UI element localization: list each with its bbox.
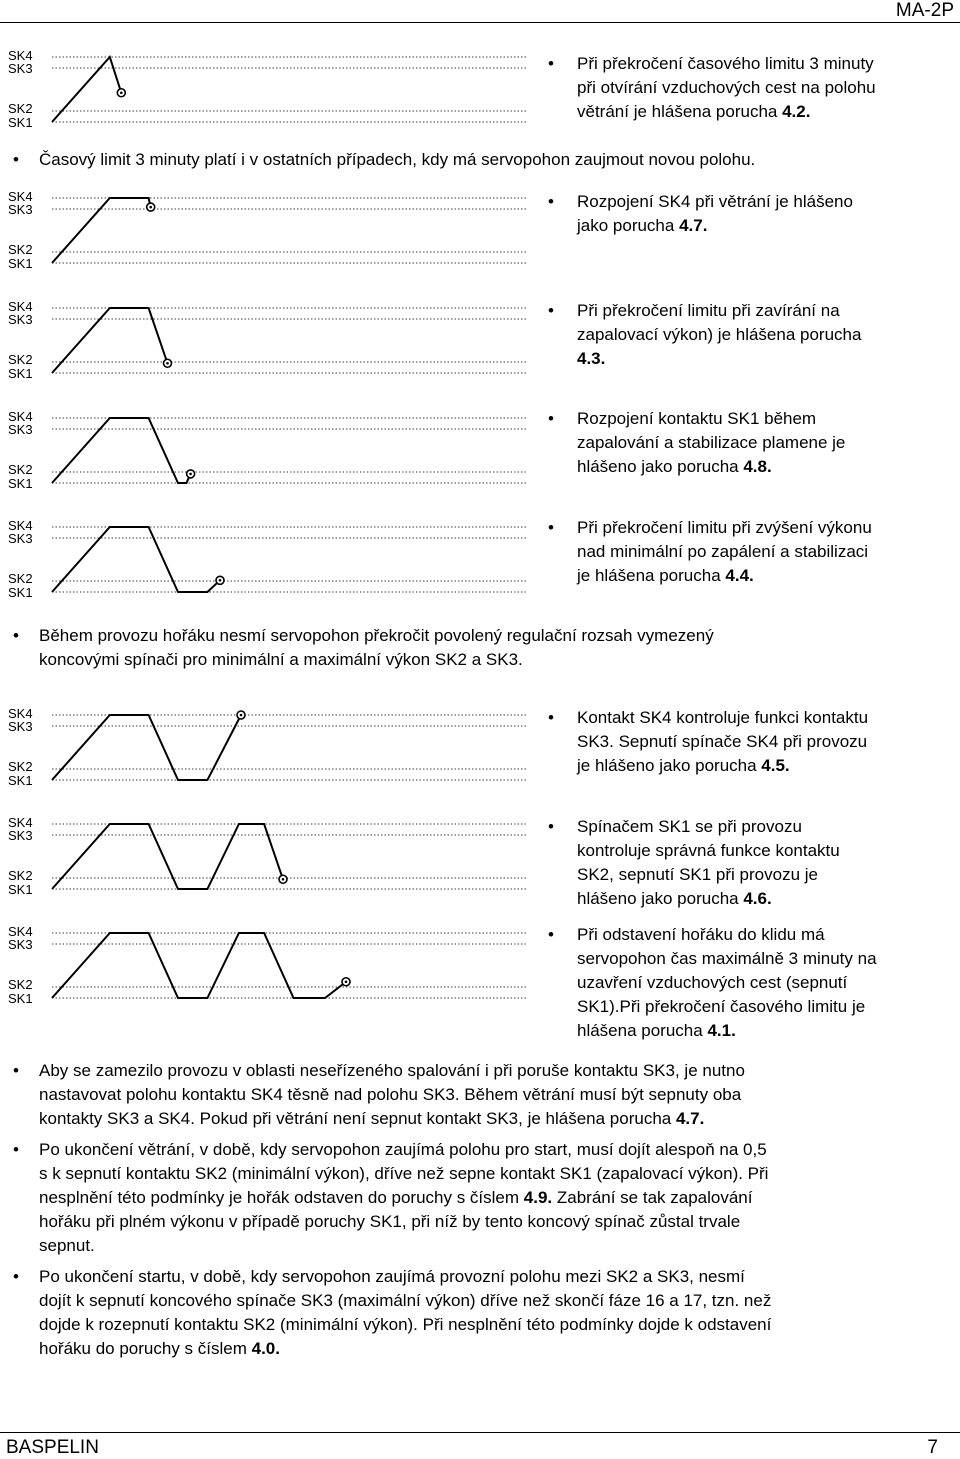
switch-label-sk2: SK2 xyxy=(8,352,33,367)
switch-label-sk2: SK2 xyxy=(8,977,33,992)
switch-label-sk1: SK1 xyxy=(8,991,33,1006)
footer-brand: BASPELIN xyxy=(6,1437,99,1458)
bullet: • xyxy=(548,518,554,537)
bullet: • xyxy=(548,54,554,73)
timing-diagram-6 xyxy=(0,702,530,797)
side-note-6: • Kontakt SK4 kontroluje funkci kontaktu SK3. Sepnutí spínače SK4 při provozu je hlášeno jako porucha 4.5. xyxy=(548,708,869,775)
diagram-canvas xyxy=(0,295,530,390)
timing-diagram-7 xyxy=(0,811,530,906)
servo-position-trace xyxy=(52,824,283,889)
switch-label-sk3: SK3 xyxy=(8,828,33,843)
timing-diagram-5 xyxy=(0,514,530,609)
diagram-canvas xyxy=(0,405,530,500)
bullet: • xyxy=(548,192,554,211)
switch-label-sk4: SK4 xyxy=(8,299,33,314)
side-note-5: • Při překročení limitu při zvýšení výkonu nad minimální po zapálení a stabilizaci je hlášena porucha 4.4. xyxy=(548,518,872,585)
diagram-canvas xyxy=(0,702,530,797)
switch-label-sk2: SK2 xyxy=(8,242,33,257)
switch-label-sk1: SK1 xyxy=(8,366,33,381)
footer-rule xyxy=(0,1432,960,1433)
switch-label-sk2: SK2 xyxy=(8,462,33,477)
diagram-canvas xyxy=(0,44,530,139)
servo-position-trace xyxy=(52,308,168,373)
side-note-8: • Při odstavení hořáku do klidu má servopohon čas maximálně 3 minuty na uzavření vzduchových cest (sepnutí SK1).Při překročení časového limitu je hlášena porucha 4.1. xyxy=(548,925,877,1040)
switch-label-sk4: SK4 xyxy=(8,924,33,939)
timing-diagram-3 xyxy=(0,295,530,390)
switch-label-sk2: SK2 xyxy=(8,571,33,586)
diagram-canvas xyxy=(0,514,530,609)
switch-label-sk4: SK4 xyxy=(8,706,33,721)
switch-label-sk4: SK4 xyxy=(8,409,33,424)
switch-label-sk3: SK3 xyxy=(8,422,33,437)
side-note-2: • Rozpojení SK4 při větrání je hlášeno jako porucha 4.7. xyxy=(548,192,853,235)
diagram-canvas xyxy=(0,811,530,906)
servo-position-trace xyxy=(52,418,191,483)
bullet: • xyxy=(548,925,554,944)
servo-position-trace xyxy=(52,715,241,780)
timing-diagram-1 xyxy=(0,44,530,139)
bullet: • xyxy=(548,708,554,727)
diagram-canvas xyxy=(0,920,530,1015)
fault-marker-center xyxy=(240,714,243,717)
fault-marker-center xyxy=(345,980,348,983)
bullet: • xyxy=(548,301,554,320)
page-number: 7 xyxy=(927,1437,938,1458)
servo-position-trace xyxy=(52,933,346,998)
side-note-4: • Rozpojení kontaktu SK1 během zapalování a stabilizace plamene je hlášeno jako porucha 4.8. xyxy=(548,409,846,476)
switch-label-sk1: SK1 xyxy=(8,115,33,130)
paragraph-sk4-setting: • Aby se zamezilo provozu v oblasti neseřízeného spalování i při poruše kontaktu SK3, je nutno nastavovat polohu kontaktu SK4 těsně nad polohu SK3. Během větrání musí být sepnuty oba kontakty SK3 a SK4. Pokud při větrání není sepnut kontakt SK3, je hlášena porucha 4.7. xyxy=(13,1061,745,1128)
side-note-1: • Při překročení časového limitu 3 minuty při otvírání vzduchových cest na polohu větrání je hlášena porucha 4.2. xyxy=(548,54,876,121)
bullet: • xyxy=(548,817,554,836)
timing-diagram-8 xyxy=(0,920,530,1015)
switch-label-sk1: SK1 xyxy=(8,585,33,600)
bullet: • xyxy=(13,1140,19,1159)
fault-marker-center xyxy=(166,362,169,365)
timing-diagram-4 xyxy=(0,405,530,500)
switch-label-sk2: SK2 xyxy=(8,868,33,883)
switch-label-sk1: SK1 xyxy=(8,882,33,897)
switch-label-sk3: SK3 xyxy=(8,937,33,952)
paragraph-time-limit: • Časový limit 3 minuty platí i v ostatních případech, kdy má servopohon zaujmout novou polohu. xyxy=(39,148,954,172)
timing-diagram-2 xyxy=(0,185,530,280)
paragraph-after-start: • Po ukončení startu, v době, kdy servopohon zaujímá provozní polohu mezi SK2 a SK3, nesmí dojít k sepnutí koncového spínače SK3 (maximální výkon) dříve než skončí fáze 16 a 17, tzn. než dojde k rozepnutí kontaktu SK2 (minimální výkon). Při nesplnění této podmínky dojde k odstavení hořáku do poruchy s číslem 4.0. xyxy=(13,1267,772,1358)
switch-label-sk1: SK1 xyxy=(8,256,33,271)
switch-label-sk3: SK3 xyxy=(8,531,33,546)
fault-marker-center xyxy=(189,473,192,476)
switch-label-sk1: SK1 xyxy=(8,476,33,491)
diagram-canvas xyxy=(0,185,530,280)
paragraph-operation-range: • Během provozu hořáku nesmí servopohon překročit povolený regulační rozsah vymezený koncovými spínači pro minimální a maximální výkon SK2 a SK3. xyxy=(13,626,714,669)
paragraph-after-ventilation: • Po ukončení větrání, v době, kdy servopohon zaujímá polohu pro start, musí dojít alespoň na 0,5 s k sepnutí kontaktu SK2 (minimální výkon), dříve než sepne kontakt SK1 (zapalovací výkon). Při nesplnění této podmínky je hořák odstaven do poruchy s číslem 4.9. Zabrání se tak zapalování hořáku při plném výkonu v případě poruchy SK1, při níž by tento koncový spínač zůstal trvale sepnut. xyxy=(13,1140,769,1255)
switch-label-sk4: SK4 xyxy=(8,48,33,63)
header-rule xyxy=(0,22,960,23)
bullet: • xyxy=(13,1061,19,1080)
switch-label-sk3: SK3 xyxy=(8,202,33,217)
switch-label-sk2: SK2 xyxy=(8,101,33,116)
bullet: • xyxy=(13,150,19,169)
fault-marker-center xyxy=(120,91,123,94)
servo-position-trace xyxy=(52,198,151,263)
header-code: MA-2P xyxy=(895,0,954,21)
fault-marker-center xyxy=(149,206,152,209)
fault-marker-center xyxy=(282,878,285,881)
bullet: • xyxy=(13,1267,19,1286)
switch-label-sk4: SK4 xyxy=(8,189,33,204)
switch-label-sk2: SK2 xyxy=(8,759,33,774)
switch-label-sk3: SK3 xyxy=(8,719,33,734)
switch-label-sk3: SK3 xyxy=(8,61,33,76)
bullet: • xyxy=(548,409,554,428)
fault-marker-center xyxy=(219,579,222,582)
side-note-7: • Spínačem SK1 se při provozu kontroluje správná funkce kontaktu SK2, sepnutí SK1 při provozu je hlášeno jako porucha 4.6. xyxy=(548,817,840,908)
switch-label-sk3: SK3 xyxy=(8,312,33,327)
switch-label-sk1: SK1 xyxy=(8,773,33,788)
switch-label-sk4: SK4 xyxy=(8,518,33,533)
servo-position-trace xyxy=(52,527,220,592)
bullet: • xyxy=(13,626,19,645)
servo-position-trace xyxy=(52,57,121,122)
side-note-3: • Při překročení limitu při zavírání na zapalovací výkon) je hlášena porucha 4.3. xyxy=(548,301,862,368)
switch-label-sk4: SK4 xyxy=(8,815,33,830)
